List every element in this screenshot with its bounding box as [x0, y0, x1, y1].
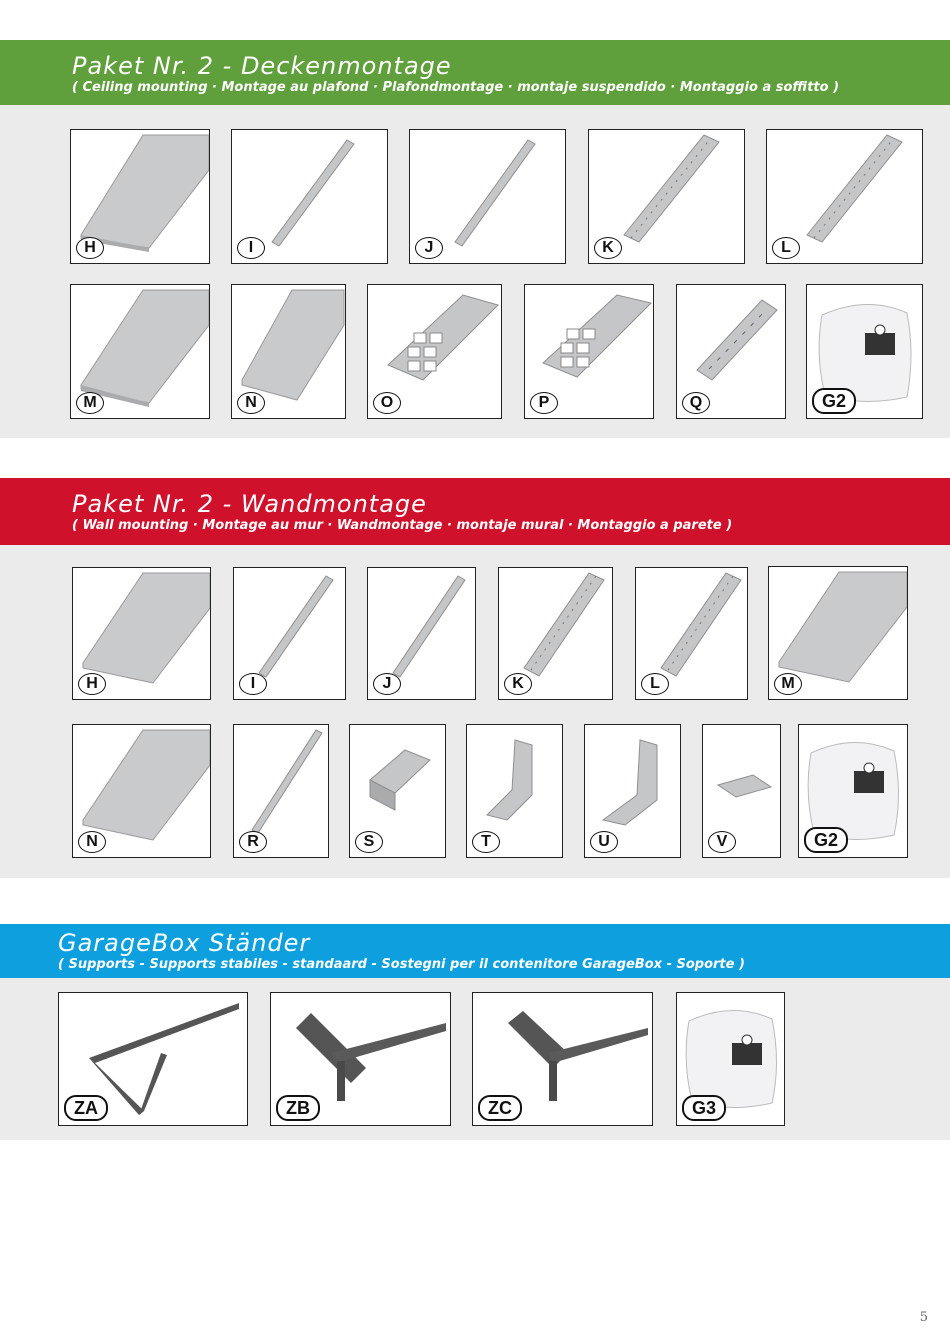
part-tile — [409, 129, 566, 264]
part-label: R — [239, 831, 267, 853]
part-label: ZB — [276, 1095, 320, 1121]
section-body-wall — [0, 545, 950, 878]
part-label: J — [373, 673, 401, 695]
part-tile — [766, 129, 923, 264]
part-tile — [635, 567, 748, 700]
part-label: N — [78, 831, 106, 853]
section-header-wall — [0, 478, 950, 545]
part-label: H — [76, 237, 104, 259]
part-tile — [466, 724, 563, 858]
section-body-ceiling — [0, 105, 950, 438]
part-label: M — [76, 392, 104, 414]
section-title: Paket Nr. 2 - Deckenmontage — [72, 52, 452, 80]
section-title: GarageBox Ständer — [58, 929, 311, 957]
section-subtitle: ( Ceiling mounting · Montage au plafond · Plafondmontage · montaje suspendido · Montaggio a soffitto ) — [72, 80, 840, 95]
part-tile — [768, 566, 908, 700]
part-tile — [70, 284, 210, 419]
part-tile — [367, 567, 476, 700]
part-tile — [676, 284, 786, 419]
part-tile — [72, 724, 211, 858]
part-label: S — [355, 831, 383, 853]
part-label: O — [373, 392, 401, 414]
part-label: T — [472, 831, 500, 853]
section-subtitle: ( Supports - Supports stabiles - standaard - Sostegni per il contenitore GarageBox - Soporte ) — [58, 957, 745, 972]
section-subtitle: ( Wall mounting · Montage au mur · Wandmontage · montaje mural · Montaggio a parete ) — [72, 518, 733, 533]
part-tile — [72, 567, 211, 700]
part-label: G3 — [682, 1095, 726, 1121]
part-tile — [472, 992, 653, 1126]
part-tile — [676, 992, 785, 1126]
part-tile — [498, 567, 613, 700]
part-label: K — [594, 237, 622, 259]
section-title: Paket Nr. 2 - Wandmontage — [72, 490, 427, 518]
part-label: L — [641, 673, 669, 695]
part-label: I — [239, 673, 267, 695]
part-label: Q — [682, 392, 710, 414]
part-tile — [798, 724, 908, 858]
part-label: L — [772, 237, 800, 259]
part-label: G2 — [804, 827, 848, 853]
part-tile — [270, 992, 451, 1126]
part-label: ZA — [64, 1095, 108, 1121]
part-label: J — [415, 237, 443, 259]
part-tile — [231, 129, 388, 264]
part-tile — [70, 129, 210, 264]
part-label: ZC — [478, 1095, 522, 1121]
part-label: G2 — [812, 388, 856, 414]
part-tile — [233, 724, 329, 858]
part-label: U — [590, 831, 618, 853]
part-label: M — [774, 673, 802, 695]
part-label: H — [78, 673, 106, 695]
page-number: 5 — [919, 1310, 928, 1325]
part-tile — [231, 284, 346, 419]
part-label: N — [237, 392, 265, 414]
part-tile — [806, 284, 923, 419]
part-tile — [233, 567, 346, 700]
part-label: K — [504, 673, 532, 695]
part-tile — [702, 724, 781, 858]
part-label: V — [708, 831, 736, 853]
part-tile — [524, 284, 654, 419]
part-tile — [349, 724, 446, 858]
section-body-supports — [0, 978, 950, 1140]
part-tile — [588, 129, 745, 264]
section-header-supports — [0, 924, 950, 978]
part-label: P — [530, 392, 558, 414]
part-tile — [58, 992, 248, 1126]
part-tile — [367, 284, 502, 419]
part-label: I — [237, 237, 265, 259]
section-header-ceiling — [0, 40, 950, 105]
part-tile — [584, 724, 681, 858]
